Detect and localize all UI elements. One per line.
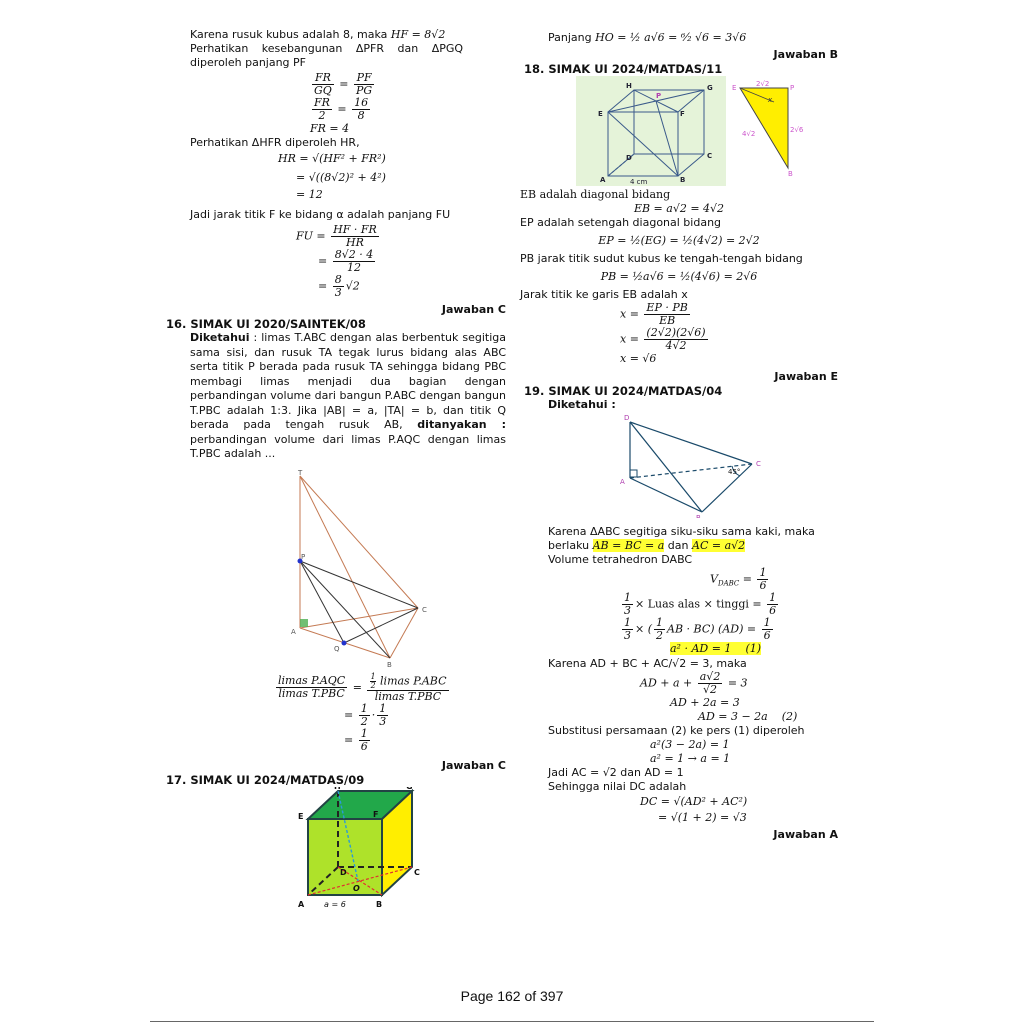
text-line: Jarak titik ke garis EB adalah x	[520, 288, 688, 301]
math: a²(3 − 2a) = 1	[650, 738, 730, 751]
text-line: Panjang HO = ½ a√6 = ⁶⁄₂ √6 = 3√6	[548, 31, 747, 44]
math: a² = 1 → a = 1	[650, 752, 731, 765]
similarity-eq: $\frac{FR}{GQ}$ = $\frac{PF}{PG}$ $\frac{FR}{2}$ = $\frac{16}{8}$ FR = 4	[190, 72, 506, 136]
hr-eq: HR = √(HF² + FR²) = √((8√2)² + 4²) = 12	[278, 152, 386, 201]
text-line: berlaku AB = BC = a dan AC = a√2	[548, 539, 746, 552]
svg-text:4 cm: 4 cm	[630, 178, 648, 186]
svg-text:2√2: 2√2	[756, 80, 770, 88]
edge-label: a = 6	[324, 899, 346, 909]
text-line: Volume tetrahedron DABC	[548, 553, 693, 566]
answer-label: Jawaban B	[773, 48, 838, 61]
svg-text:E: E	[598, 110, 603, 118]
text-line	[190, 28, 506, 42]
text: Karena rusuk kubus adalah 8, maka	[190, 28, 388, 41]
question-title: 19. SIMAK UI 2024/MATDAS/04	[524, 384, 723, 398]
vertex-label: T	[298, 468, 303, 477]
vertex-label: A	[298, 899, 305, 909]
text-line: Perhatikan ΔHFR diperoleh HR,	[190, 136, 360, 149]
page-number: Page 162 of 397	[460, 988, 564, 1004]
vertex-label	[406, 787, 413, 791]
question-text: Diketahui : limas T.ABC dengan alas berbentuk segitiga sama sisi, dan rusuk TA tegak lurus bidang alas ABC serta titik P berada pada rusuk TA sehingga bidang PBC membagi limas menjadi dua bagian dengan perbandingan volume dari bangun P.ABC dengan bangun T.PBC adalah 1:3. Jika |AB| = a, |TA| = b, dan titik Q berada pada tengah rusuk AB, ditanyakan : perbandingan volume dari limas P.AQC dengan limas T.PBC adalah ...	[190, 331, 507, 460]
volume-eq: $\frac{\text{limas P.AQC}}{\text{limas T.PBC}}$ = $\frac{1}{2}$ limas P.ABC limas T.PBC = $\frac{1}{2}$ · $\frac{1}{3}$ = $\frac{1}{6}$	[278, 671, 447, 753]
x-eq: x = $\frac{EP \cdot PB}{EB}$ x = $\frac{(2√2)(2√6)}{4√2}$ x = √6	[620, 301, 706, 365]
ad-eq: AD + a + $\frac{a√2}{√2}$ = 3 AD + 2a = 3 AD = 3 − 2a (2)	[640, 670, 798, 723]
text-line: diperoleh panjang PF	[190, 56, 306, 69]
vertex-label: Q	[334, 644, 340, 653]
pyramid-figure	[280, 468, 450, 668]
cube-figure	[290, 787, 420, 917]
svg-text:P: P	[656, 92, 662, 100]
vertex-label: D	[340, 867, 347, 877]
math: = √(1 + 2) = √3	[658, 811, 747, 824]
vertex-label: A	[291, 627, 296, 636]
text-line: Diketahui :	[548, 398, 616, 411]
math: DC = √(AD² + AC²)	[640, 795, 748, 808]
answer-label: Jawaban C	[441, 758, 506, 772]
text-line: Karena AD + BC + AC/√2 = 3, maka	[548, 657, 747, 670]
text-line: Perhatikan kesebangunan ΔPFR dan ΔPGQ	[190, 42, 464, 55]
svg-text:D: D	[626, 154, 632, 162]
figure-18	[520, 76, 838, 188]
question-title: 16. SIMAK UI 2020/SAINTEK/08	[166, 317, 366, 331]
triangle-figure	[728, 76, 808, 186]
svg-text:B: B	[788, 170, 793, 178]
math: EP = ½(EG) = ½(4√2) = 2√2	[598, 234, 760, 247]
volume-eq: $V_{DABC}$ = $\frac{1}{6}$ $\frac{1}{3}$ × Luas alas × tinggi = $\frac{1}{6}$ $\frac{1}{3}$ × ( $\frac{1}{2}$ AB · BC) (AD) = $\frac{1}{6}$ a² · AD = 1 (1)	[624, 566, 777, 655]
svg-text:D: D	[624, 414, 630, 422]
footer-divider	[150, 1021, 874, 1022]
svg-text:P: P	[790, 84, 795, 92]
svg-text:E: E	[732, 84, 737, 92]
svg-text:4√2: 4√2	[742, 130, 756, 138]
text-line: PB jarak titik sudut kubus ke tengah-tengah bidang	[520, 252, 803, 265]
math: EB = a√2 = 4√2	[633, 202, 725, 215]
svg-text:2√6: 2√6	[790, 126, 804, 134]
vertex-label	[334, 787, 341, 791]
text-line: Jadi AC = √2 dan AD = 1	[548, 766, 684, 779]
svg-text:45°: 45°	[728, 468, 741, 476]
vertex-label: B	[376, 899, 383, 909]
tetrahedron-figure	[616, 412, 766, 518]
svg-text:B: B	[696, 514, 701, 518]
text-line: EB adalah diagonal bidang	[520, 188, 671, 201]
math: PB = ½a√6 = ½(4√6) = 2√6	[600, 270, 758, 283]
vertex-label: C	[422, 605, 427, 614]
svg-text:A: A	[600, 176, 606, 184]
vertex-label: B	[387, 660, 392, 668]
vertex-label: E	[298, 811, 304, 821]
math: FR = 4	[310, 122, 350, 135]
svg-text:B: B	[680, 176, 686, 184]
math: HF = 8√2	[390, 28, 446, 41]
question-title: 17. SIMAK UI 2024/MATDAS/09	[166, 772, 365, 787]
fu-eq: FU = $\frac{HF \cdot FR}{HR}$ = $\frac{8√2 \cdot 4}{12}$ = $\frac{8}{3}$ √2	[296, 223, 377, 299]
right-column	[520, 28, 838, 842]
text-line: Substitusi persamaan (2) ke pers (1) diperoleh	[548, 724, 805, 737]
svg-text:H: H	[626, 82, 632, 90]
svg-text:A: A	[620, 478, 625, 486]
svg-text:x: x	[768, 96, 773, 104]
answer-label: Jawaban C	[441, 303, 506, 316]
answer-label: Jawaban E	[774, 370, 838, 383]
vertex-label: C	[414, 867, 420, 877]
svg-text:G: G	[707, 84, 713, 92]
vertex-label: O	[353, 883, 360, 893]
svg-text:C: C	[756, 460, 761, 468]
svg-text:F: F	[680, 110, 685, 118]
svg-text:C: C	[707, 152, 713, 160]
question-title: 18. SIMAK UI 2024/MATDAS/11	[524, 62, 723, 76]
vertex-label: F	[373, 809, 379, 819]
text-line: Karena ΔABC segitiga siku-siku sama kaki, maka	[548, 525, 815, 538]
cube-figure	[576, 76, 726, 186]
text-line: Sehingga nilai DC adalah	[548, 780, 687, 793]
vertex-label: P	[301, 552, 306, 561]
answer-label: Jawaban A	[773, 828, 838, 841]
text-line: Jadi jarak titik F ke bidang α adalah panjang FU	[190, 208, 451, 221]
left-column	[166, 28, 507, 920]
text-line: EP adalah setengah diagonal bidang	[520, 216, 722, 229]
